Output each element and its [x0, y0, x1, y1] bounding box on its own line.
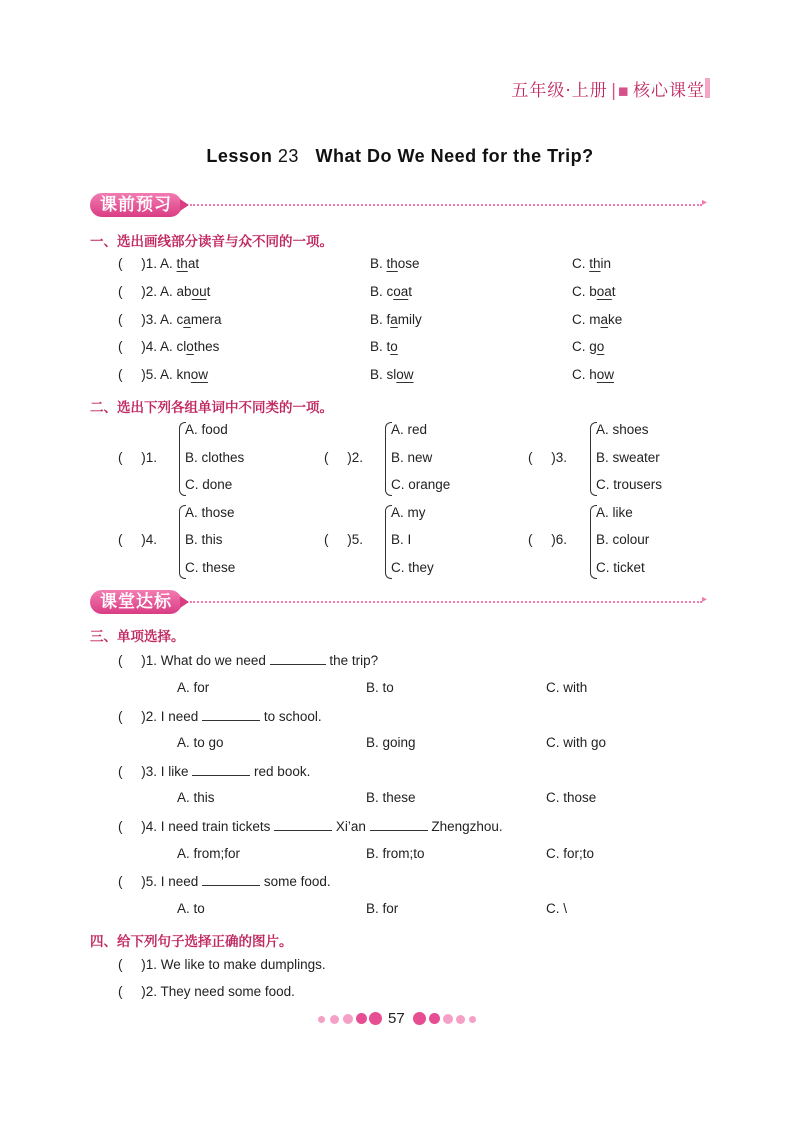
option-b: B. sweater — [596, 450, 660, 465]
footer-dot — [429, 1013, 440, 1024]
option-a: A. this — [177, 790, 215, 805]
group-number: ( )5. — [324, 532, 364, 547]
answer-blank[interactable] — [274, 818, 332, 831]
list-item: ( )2. A. about — [118, 284, 211, 299]
option-c: C. with go — [546, 735, 607, 750]
question-item: ( )5. I need some food. — [118, 874, 331, 889]
option-b: B. to — [370, 339, 398, 354]
page-title — [0, 146, 800, 167]
option-c: C. how — [572, 367, 615, 382]
option-c: C. these — [185, 560, 236, 575]
option-a: A. to go — [177, 735, 224, 750]
footer-dot — [469, 1016, 476, 1023]
core-label: 核心课堂 — [633, 81, 705, 101]
footer-dot — [356, 1013, 367, 1024]
section-3-title: 三、单项选择。 — [90, 629, 185, 645]
option-b: B. for — [366, 901, 399, 916]
header-label — [511, 76, 705, 101]
footer-dot — [413, 1012, 426, 1025]
option-c: C. ticket — [596, 560, 645, 575]
grade-label: 五年级·上册 — [511, 81, 608, 101]
option-c: C. \ — [546, 901, 568, 916]
list-item: ( )5. A. know — [118, 367, 209, 382]
classroom-divider — [190, 601, 702, 603]
header-separator: |▪ — [610, 81, 630, 101]
option-a: A. those — [185, 505, 235, 520]
option-b: B. clothes — [185, 450, 245, 465]
option-a: A. shoes — [596, 422, 649, 437]
preview-banner-tail — [180, 199, 189, 211]
option-a: A. like — [596, 505, 633, 520]
list-item: ( )2. They need some food. — [118, 984, 295, 999]
lesson-title: What Do We Need for the Trip? — [315, 146, 594, 166]
option-a: A. red — [391, 422, 428, 437]
page-number: 57 — [388, 1010, 405, 1027]
classroom-banner-tail — [180, 596, 189, 608]
section-1-title: 一、选出画线部分读音与众不同的一项。 — [90, 234, 333, 250]
answer-blank[interactable] — [270, 652, 326, 665]
option-c: C. go — [572, 339, 605, 354]
question-item: ( )2. I need to school. — [118, 709, 322, 724]
option-a: A. to — [177, 901, 205, 916]
option-b: B. coat — [370, 284, 413, 299]
classroom-banner: 课堂达标 — [90, 590, 182, 614]
lesson-word: Lesson — [206, 146, 273, 166]
option-c: C. make — [572, 312, 623, 327]
answer-blank[interactable] — [192, 763, 250, 776]
group-number: ( )4. — [118, 532, 158, 547]
footer-dot — [318, 1016, 325, 1023]
option-b: B. going — [366, 735, 416, 750]
option-c: C. those — [546, 790, 597, 805]
footer-dot — [330, 1015, 339, 1024]
group-number: ( )6. — [528, 532, 568, 547]
option-c: C. orange — [391, 477, 451, 492]
answer-blank[interactable] — [202, 708, 260, 721]
option-b: B. colour — [596, 532, 650, 547]
list-item: ( )1. A. that — [118, 256, 200, 271]
option-b: B. slow — [370, 367, 414, 382]
answer-blank[interactable] — [202, 873, 260, 886]
footer-dot — [369, 1012, 382, 1025]
list-item: ( )4. A. clothes — [118, 339, 220, 354]
lesson-number: 23 — [277, 146, 299, 166]
header-accent-bar — [705, 78, 710, 98]
question-item: ( )1. What do we need the trip? — [118, 653, 379, 668]
option-b: B. to — [366, 680, 394, 695]
preview-divider — [190, 204, 702, 206]
option-b: B. from;to — [366, 846, 425, 861]
option-b: B. new — [391, 450, 433, 465]
question-item: ( )4. I need train tickets Xi’an Zhengzhou. — [118, 819, 503, 834]
list-item: ( )3. A. camera — [118, 312, 222, 327]
option-c: C. done — [185, 477, 233, 492]
group-number: ( )2. — [324, 450, 364, 465]
option-c: C. boat — [572, 284, 616, 299]
option-a: A. food — [185, 422, 228, 437]
footer-dot — [443, 1014, 453, 1024]
footer-dot — [456, 1015, 465, 1024]
option-b: B. these — [366, 790, 416, 805]
option-c: C. thin — [572, 256, 612, 271]
option-c: C. trousers — [596, 477, 663, 492]
option-b: B. family — [370, 312, 422, 327]
section-2-title: 二、选出下列各组单词中不同类的一项。 — [90, 400, 333, 416]
option-a: A. for — [177, 680, 210, 695]
option-b: B. those — [370, 256, 420, 271]
preview-divider-arrow: ▸ — [702, 197, 708, 208]
option-a: A. my — [391, 505, 426, 520]
list-item: ( )1. We like to make dumplings. — [118, 957, 326, 972]
option-c: C. with — [546, 680, 588, 695]
option-b: B. I — [391, 532, 412, 547]
preview-banner: 课前预习 — [90, 193, 182, 217]
option-c: C. for;to — [546, 846, 595, 861]
option-a: A. from;for — [177, 846, 241, 861]
group-number: ( )1. — [118, 450, 158, 465]
classroom-divider-arrow: ▸ — [702, 594, 708, 605]
question-item: ( )3. I like red book. — [118, 764, 311, 779]
footer-dot — [343, 1014, 353, 1024]
option-b: B. this — [185, 532, 223, 547]
option-c: C. they — [391, 560, 434, 575]
group-number: ( )3. — [528, 450, 568, 465]
answer-blank[interactable] — [370, 818, 428, 831]
section-4-title: 四、给下列句子选择正确的图片。 — [90, 934, 293, 950]
